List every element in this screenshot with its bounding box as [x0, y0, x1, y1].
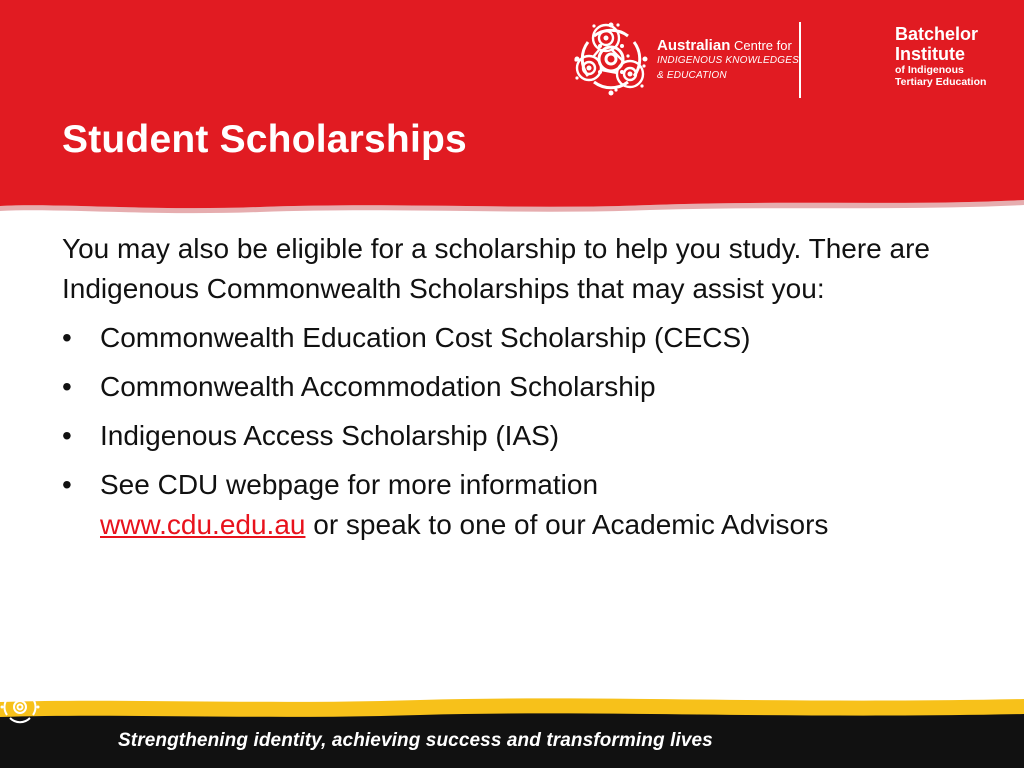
bullet-marker: •: [62, 322, 72, 353]
logo-group: [572, 20, 1012, 102]
acike-name: Australian: [657, 37, 731, 54]
list-item-text: Commonwealth Accommodation Scholarship: [100, 371, 656, 402]
bullet-marker: •: [62, 469, 72, 500]
batchelor-line2: Institute: [895, 44, 965, 64]
acike-line2: INDIGENOUS KNOWLEDGES: [657, 55, 799, 66]
footer-background: [0, 690, 1024, 768]
acike-wordmark: [657, 38, 799, 83]
list-item: [62, 416, 962, 456]
list-item: [62, 318, 962, 358]
bullet-marker: •: [62, 371, 72, 402]
acike-line1-suffix: Centre for: [733, 38, 792, 53]
list-item-text: Indigenous Access Scholarship (IAS): [100, 420, 560, 451]
footer-band: [0, 690, 1024, 768]
list-item-text: Commonwealth Education Cost Scholarship (CECS): [100, 322, 751, 353]
bullet-marker: •: [62, 420, 72, 451]
header-band: [0, 0, 1024, 215]
page-title: Student Scholarships: [62, 118, 467, 161]
logo-divider: [799, 22, 801, 98]
list-item-text-after-link: or speak to one of our Academic Advisors: [305, 509, 829, 540]
footer-tagline: Strengthening identity, achieving success and transforming lives: [118, 730, 713, 751]
intro-paragraph: You may also be eligible for a scholarship to help you study. There are Indigenous Commonwealth Scholarships that may assist you:: [62, 233, 930, 304]
list-item: [62, 465, 962, 545]
slide-body: [62, 229, 962, 554]
acike-line3: & EDUCATION: [657, 70, 727, 81]
scholarship-list: [62, 318, 962, 545]
batchelor-line3: of Indigenous: [895, 64, 964, 76]
batchelor-emblem-icon: [0, 690, 40, 724]
list-item: [62, 367, 962, 407]
batchelor-wordmark: [895, 24, 986, 88]
batchelor-line4: Tertiary Education: [895, 76, 987, 88]
cdu-website-link[interactable]: www.cdu.edu.au: [100, 509, 306, 540]
batchelor-line1: Batchelor: [895, 24, 979, 44]
batchelor-circle-emblem-icon: [572, 20, 650, 98]
list-item-text: See CDU webpage for more information: [100, 469, 599, 500]
